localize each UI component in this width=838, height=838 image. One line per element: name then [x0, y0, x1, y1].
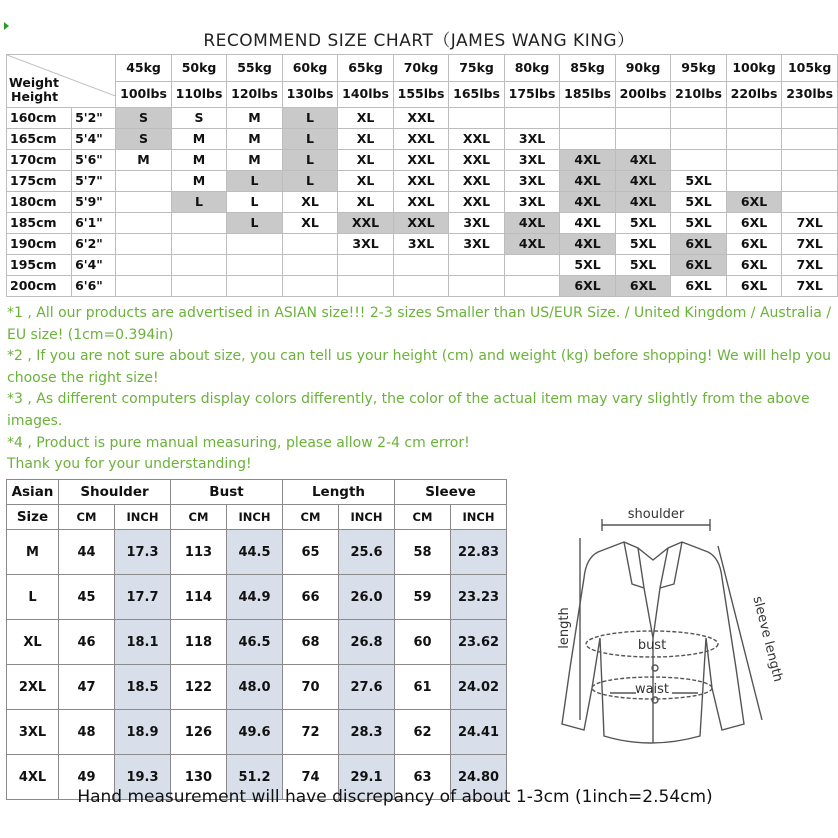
size-cell: XXL	[449, 192, 505, 213]
size-cell: 7XL	[782, 234, 838, 255]
cm-value-cell: 114	[171, 575, 227, 620]
size-cell: 7XL	[782, 276, 838, 297]
weight-kg-cell: 70kg	[393, 55, 449, 82]
size-cell	[282, 255, 338, 276]
size-cell: 4XL	[560, 234, 616, 255]
size-cell	[449, 255, 505, 276]
size-cell: 6XL	[726, 255, 782, 276]
size-cell: 5XL	[671, 171, 727, 192]
sleeve-length-label: sleeve length	[749, 594, 786, 684]
shoulder-label: shoulder	[627, 507, 685, 522]
cm-value-cell: 74	[283, 755, 339, 800]
note-line: Thank you for your understanding!	[7, 456, 252, 473]
size-cell: M	[171, 129, 227, 150]
inch-value-cell: 24.02	[451, 665, 507, 710]
inch-value-cell: 28.3	[339, 710, 395, 755]
weight-lbs-cell: 100lbs	[116, 81, 172, 108]
inch-value-cell: 46.5	[227, 620, 283, 665]
weight-lbs-cell: 200lbs	[615, 81, 671, 108]
size-header: Size	[7, 505, 59, 530]
asian-size-cell: M	[7, 530, 59, 575]
size-cell	[782, 171, 838, 192]
height-ft-cell: 5'9"	[72, 192, 116, 213]
size-cell: XXL	[393, 108, 449, 129]
size-cell	[726, 171, 782, 192]
inch-value-cell: 44.9	[227, 575, 283, 620]
weight-kg-cell: 55kg	[227, 55, 283, 82]
size-cell: 5XL	[560, 255, 616, 276]
size-cell: 4XL	[615, 171, 671, 192]
weight-lbs-cell: 130lbs	[282, 81, 338, 108]
cm-value-cell: 48	[59, 710, 115, 755]
size-cell: 4XL	[560, 213, 616, 234]
weight-lbs-cell: 210lbs	[671, 81, 727, 108]
size-cell: 5XL	[671, 213, 727, 234]
asian-header: Asian	[7, 480, 59, 505]
size-cell	[171, 276, 227, 297]
inch-value-cell: 22.83	[451, 530, 507, 575]
size-cell: S	[171, 108, 227, 129]
size-cell: XXL	[393, 150, 449, 171]
asian-size-cell: 2XL	[7, 665, 59, 710]
inch-value-cell: 23.23	[451, 575, 507, 620]
corner-diagonal	[7, 55, 116, 97]
size-cell	[171, 213, 227, 234]
cm-value-cell: 70	[283, 665, 339, 710]
weight-kg-cell: 75kg	[449, 55, 505, 82]
size-cell	[726, 150, 782, 171]
size-cell: XXL	[449, 171, 505, 192]
cm-value-cell: 65	[283, 530, 339, 575]
size-cell: 4XL	[504, 234, 560, 255]
size-cell	[726, 108, 782, 129]
size-cell	[671, 150, 727, 171]
weight-kg-cell: 45kg	[116, 55, 172, 82]
size-cell: XXL	[393, 129, 449, 150]
height-row	[7, 108, 838, 129]
size-cell	[116, 213, 172, 234]
measure-row	[7, 530, 507, 575]
size-cell	[782, 108, 838, 129]
unit-cm-header: CM	[59, 505, 115, 530]
height-cm-cell: 160cm	[7, 108, 72, 129]
inch-value-cell: 17.3	[115, 530, 171, 575]
weight-kg-row	[7, 55, 838, 82]
size-cell	[504, 255, 560, 276]
size-cell: 4XL	[560, 150, 616, 171]
height-row	[7, 255, 838, 276]
weight-kg-cell: 90kg	[615, 55, 671, 82]
measure-row	[7, 665, 507, 710]
height-ft-cell: 5'4"	[72, 129, 116, 150]
weight-lbs-cell: 230lbs	[782, 81, 838, 108]
size-cell: 5XL	[615, 234, 671, 255]
size-cell: XXL	[338, 213, 394, 234]
size-cell: L	[282, 171, 338, 192]
inch-value-cell: 49.6	[227, 710, 283, 755]
size-cell: 5XL	[615, 255, 671, 276]
height-ft-cell: 5'6"	[72, 150, 116, 171]
size-cell: M	[171, 171, 227, 192]
weight-kg-cell: 85kg	[560, 55, 616, 82]
weight-lbs-cell: 220lbs	[726, 81, 782, 108]
asian-size-cell: XL	[7, 620, 59, 665]
weight-kg-cell: 80kg	[504, 55, 560, 82]
waist-label: waist	[634, 682, 670, 697]
size-cell: XXL	[393, 192, 449, 213]
size-cell	[782, 192, 838, 213]
size-cell: 5XL	[671, 192, 727, 213]
inch-value-cell: 27.6	[339, 665, 395, 710]
group-header: Sleeve	[395, 480, 507, 505]
height-row	[7, 234, 838, 255]
height-cm-cell: 190cm	[7, 234, 72, 255]
size-cell: L	[171, 192, 227, 213]
size-cell: M	[227, 150, 283, 171]
size-cell: 6XL	[671, 276, 727, 297]
cm-value-cell: 60	[395, 620, 451, 665]
note-line: *3 , As different computers display colors differently, the color of the actual item may vary slightly from the above images.	[7, 391, 810, 429]
size-cell: 6XL	[671, 255, 727, 276]
weight-height-corner	[7, 55, 116, 108]
size-cell: L	[282, 150, 338, 171]
size-cell	[560, 108, 616, 129]
height-cm-cell: 175cm	[7, 171, 72, 192]
size-cell: 6XL	[726, 213, 782, 234]
size-cell: L	[282, 129, 338, 150]
unit-inch-header: INCH	[451, 505, 507, 530]
cm-value-cell: 47	[59, 665, 115, 710]
height-row	[7, 129, 838, 150]
size-cell: XL	[338, 108, 394, 129]
size-cell: M	[227, 108, 283, 129]
size-cell	[227, 276, 283, 297]
inch-value-cell: 17.7	[115, 575, 171, 620]
cm-value-cell: 62	[395, 710, 451, 755]
size-cell: XXL	[393, 213, 449, 234]
corner-height-label: Height	[11, 89, 59, 104]
height-ft-cell: 5'7"	[72, 171, 116, 192]
size-cell	[560, 129, 616, 150]
unit-cm-header: CM	[395, 505, 451, 530]
unit-inch-header: INCH	[115, 505, 171, 530]
height-row	[7, 192, 838, 213]
inch-value-cell: 18.5	[115, 665, 171, 710]
height-ft-cell: 6'2"	[72, 234, 116, 255]
size-cell: 3XL	[504, 192, 560, 213]
size-cell: 3XL	[393, 234, 449, 255]
note-line: *1 , All our products are advertised in ASIAN size!!! 2-3 sizes Smaller than US/EUR Size. / United Kingdom / Australia / EU size! (1cm=0.394in)	[7, 305, 832, 343]
size-cell: XL	[282, 213, 338, 234]
height-ft-cell: 5'2"	[72, 108, 116, 129]
cm-value-cell: 61	[395, 665, 451, 710]
size-cell	[116, 192, 172, 213]
size-cell	[116, 276, 172, 297]
size-cell: 7XL	[782, 255, 838, 276]
weight-lbs-cell: 185lbs	[560, 81, 616, 108]
size-cell: 3XL	[338, 234, 394, 255]
size-cell	[393, 276, 449, 297]
measure-row	[7, 710, 507, 755]
size-cell: XXL	[393, 171, 449, 192]
size-cell	[227, 234, 283, 255]
cm-value-cell: 72	[283, 710, 339, 755]
size-cell	[615, 129, 671, 150]
size-cell: 6XL	[726, 192, 782, 213]
weight-kg-cell: 50kg	[171, 55, 227, 82]
size-cell: XL	[338, 150, 394, 171]
jacket-lapel	[638, 548, 668, 638]
size-cell	[671, 129, 727, 150]
inch-value-cell: 48.0	[227, 665, 283, 710]
size-cell	[282, 234, 338, 255]
inch-value-cell: 24.41	[451, 710, 507, 755]
weight-lbs-cell: 110lbs	[171, 81, 227, 108]
weight-lbs-cell: 120lbs	[227, 81, 283, 108]
height-cm-cell: 185cm	[7, 213, 72, 234]
group-header: Length	[283, 480, 395, 505]
size-cell: L	[282, 108, 338, 129]
notes-block	[7, 303, 832, 476]
size-cell: 6XL	[671, 234, 727, 255]
unit-inch-header: INCH	[227, 505, 283, 530]
size-cell	[782, 150, 838, 171]
size-cell: M	[227, 129, 283, 150]
cm-value-cell: 58	[395, 530, 451, 575]
group-header: Shoulder	[59, 480, 171, 505]
size-cell: 3XL	[449, 213, 505, 234]
group-header: Bust	[171, 480, 283, 505]
size-cell	[504, 108, 560, 129]
height-row	[7, 171, 838, 192]
height-row	[7, 276, 838, 297]
size-cell	[116, 255, 172, 276]
height-cm-cell: 195cm	[7, 255, 72, 276]
size-cell	[171, 255, 227, 276]
note-line: *2 , If you are not sure about size, you can tell us your height (cm) and weight (kg) before shopping! We will help you choose the right size!	[7, 348, 832, 386]
size-cell: XL	[338, 171, 394, 192]
inch-value-cell: 23.62	[451, 620, 507, 665]
chart-title: RECOMMEND SIZE CHART（JAMES WANG KING）	[203, 31, 635, 51]
unit-cm-header: CM	[283, 505, 339, 530]
size-cell: L	[227, 192, 283, 213]
height-ft-cell: 6'4"	[72, 255, 116, 276]
size-cell	[393, 255, 449, 276]
asian-size-cell: 3XL	[7, 710, 59, 755]
measure-row	[7, 575, 507, 620]
height-cm-cell: 200cm	[7, 276, 72, 297]
measure-group-header	[7, 480, 507, 505]
asian-size-cell: L	[7, 575, 59, 620]
size-cell	[726, 129, 782, 150]
size-cell: 4XL	[504, 213, 560, 234]
cm-value-cell: 126	[171, 710, 227, 755]
size-cell: 4XL	[560, 192, 616, 213]
corner-weight-label: Weight	[9, 75, 59, 90]
height-row	[7, 213, 838, 234]
size-cell: 6XL	[726, 234, 782, 255]
size-cell: M	[116, 150, 172, 171]
size-cell	[671, 108, 727, 129]
cm-value-cell: 44	[59, 530, 115, 575]
size-cell: 4XL	[615, 192, 671, 213]
size-cell	[116, 171, 172, 192]
size-cell: 6XL	[726, 276, 782, 297]
weight-kg-cell: 60kg	[282, 55, 338, 82]
size-cell: XL	[338, 129, 394, 150]
size-cell: 4XL	[615, 150, 671, 171]
inch-value-cell: 24.80	[451, 755, 507, 800]
size-cell	[504, 276, 560, 297]
weight-lbs-cell: 175lbs	[504, 81, 560, 108]
inch-value-cell: 18.9	[115, 710, 171, 755]
size-cell: 7XL	[782, 213, 838, 234]
weight-kg-cell: 95kg	[671, 55, 727, 82]
measurement-table	[6, 479, 507, 800]
cm-value-cell: 46	[59, 620, 115, 665]
measure-unit-header	[7, 505, 507, 530]
size-cell	[338, 276, 394, 297]
height-cm-cell: 165cm	[7, 129, 72, 150]
weight-kg-cell: 100kg	[726, 55, 782, 82]
note-line: *4 , Product is pure manual measuring, please allow 2-4 cm error!	[7, 434, 470, 451]
unit-cm-header: CM	[171, 505, 227, 530]
weight-lbs-cell: 165lbs	[449, 81, 505, 108]
size-cell: L	[227, 171, 283, 192]
cm-value-cell: 45	[59, 575, 115, 620]
cm-value-cell: 122	[171, 665, 227, 710]
cm-value-cell: 130	[171, 755, 227, 800]
asian-size-cell: 4XL	[7, 755, 59, 800]
size-cell: 3XL	[504, 150, 560, 171]
size-cell: S	[116, 129, 172, 150]
height-cm-cell: 180cm	[7, 192, 72, 213]
height-row	[7, 150, 838, 171]
inch-value-cell: 26.0	[339, 575, 395, 620]
size-cell: S	[116, 108, 172, 129]
inch-value-cell: 26.8	[339, 620, 395, 665]
cm-value-cell: 113	[171, 530, 227, 575]
size-cell	[171, 234, 227, 255]
size-cell: XXL	[449, 129, 505, 150]
jacket-diagram	[540, 488, 820, 778]
size-cell: 3XL	[504, 171, 560, 192]
weight-lbs-cell: 155lbs	[393, 81, 449, 108]
size-cell	[449, 108, 505, 129]
inch-value-cell: 25.6	[339, 530, 395, 575]
size-cell	[116, 234, 172, 255]
cm-value-cell: 63	[395, 755, 451, 800]
weight-lbs-row	[7, 81, 838, 108]
inch-value-cell: 19.3	[115, 755, 171, 800]
size-cell: XXL	[449, 150, 505, 171]
size-cell: 4XL	[560, 171, 616, 192]
cm-value-cell: 59	[395, 575, 451, 620]
unit-inch-header: INCH	[339, 505, 395, 530]
recommend-size-table	[6, 54, 838, 297]
cm-value-cell: 118	[171, 620, 227, 665]
weight-kg-cell: 65kg	[338, 55, 394, 82]
size-cell: 3XL	[449, 234, 505, 255]
size-cell: L	[227, 213, 283, 234]
size-cell: 5XL	[615, 213, 671, 234]
size-cell	[449, 276, 505, 297]
size-cell: 6XL	[560, 276, 616, 297]
cm-value-cell: 49	[59, 755, 115, 800]
length-label: length	[557, 607, 572, 649]
inch-value-cell: 18.1	[115, 620, 171, 665]
height-ft-cell: 6'6"	[72, 276, 116, 297]
size-cell: M	[171, 150, 227, 171]
size-cell: XL	[282, 192, 338, 213]
size-cell: 6XL	[615, 276, 671, 297]
height-cm-cell: 170cm	[7, 150, 72, 171]
height-ft-cell: 6'1"	[72, 213, 116, 234]
weight-kg-cell: 105kg	[782, 55, 838, 82]
size-cell: XL	[338, 192, 394, 213]
size-cell	[338, 255, 394, 276]
size-cell	[282, 276, 338, 297]
cm-value-cell: 68	[283, 620, 339, 665]
size-cell	[227, 255, 283, 276]
inch-value-cell: 44.5	[227, 530, 283, 575]
size-cell	[615, 108, 671, 129]
weight-lbs-cell: 140lbs	[338, 81, 394, 108]
cm-value-cell: 66	[283, 575, 339, 620]
size-cell	[782, 129, 838, 150]
footer-note: Hand measurement will have discrepancy of about 1-3cm (1inch=2.54cm)	[77, 787, 713, 807]
bust-label: bust	[637, 638, 667, 653]
inch-value-cell: 51.2	[227, 755, 283, 800]
measure-row	[7, 620, 507, 665]
size-cell: 3XL	[504, 129, 560, 150]
inch-value-cell: 29.1	[339, 755, 395, 800]
